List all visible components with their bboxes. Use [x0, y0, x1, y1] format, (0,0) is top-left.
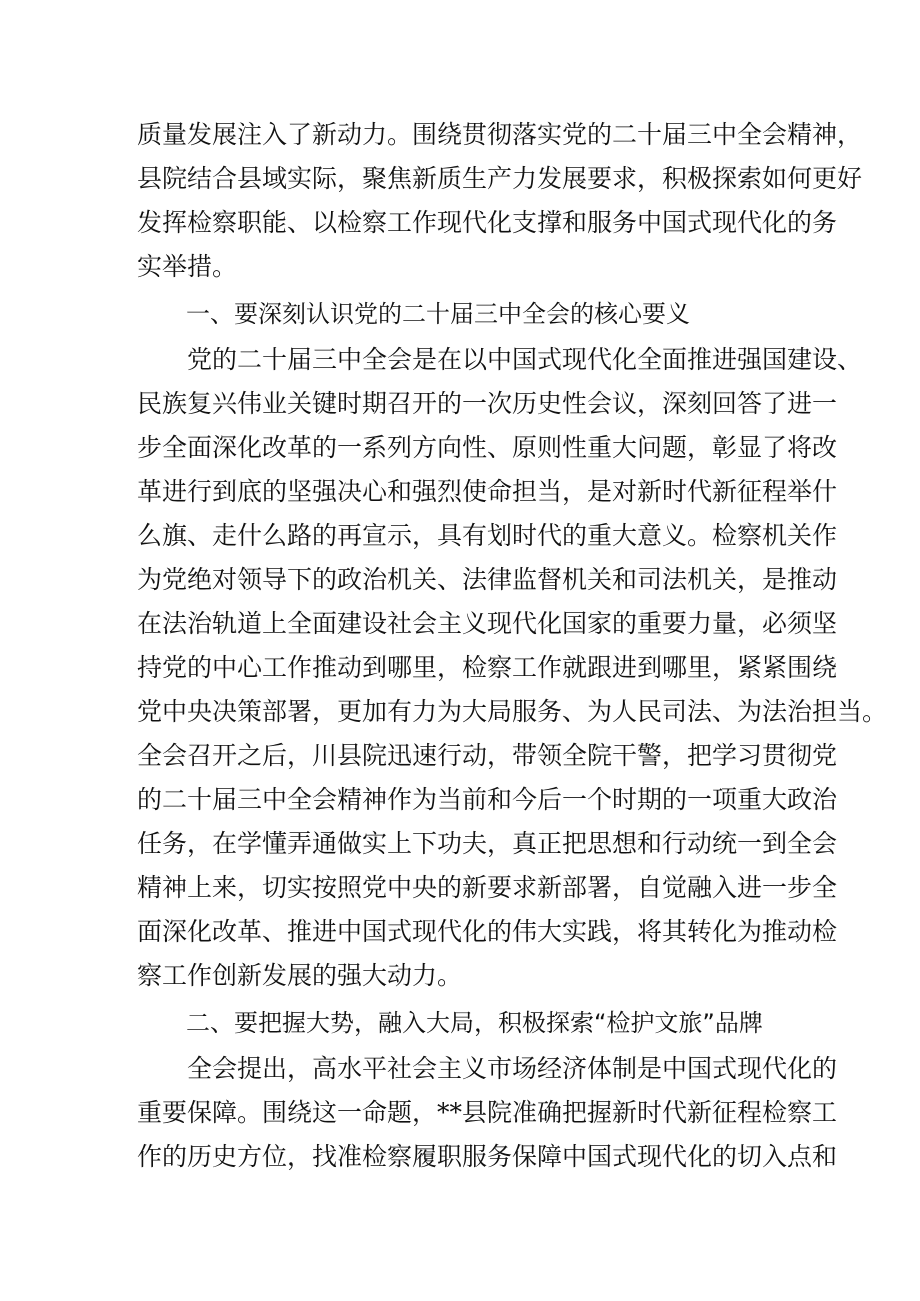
- paragraph-line: 党的二十届三中全会是在以中国式现代化全面推进强国建设、: [187, 345, 863, 374]
- paragraph-line: 质量发展注入了新动力。围绕贯彻落实党的二十届三中全会精神，: [137, 120, 863, 149]
- paragraph-line: 持党的中心工作推动到哪里，检察工作就跟进到哪里，紧紧围绕: [137, 653, 838, 682]
- paragraph-line: 发挥检察职能、以检察工作现代化支撑和服务中国式现代化的务: [137, 208, 838, 237]
- paragraph-line: 面深化改革、推进中国式现代化的伟大实践，将其转化为推动检: [137, 917, 838, 946]
- paragraph-line: 党中央决策部署，更加有力为大局服务、为人民司法、为法治担当。: [137, 697, 888, 726]
- paragraph-line: 在法治轨道上全面建设社会主义现代化国家的重要力量，必须坚: [137, 609, 838, 638]
- paragraph-line: 精神上来，切实按照党中央的新要求新部署，自觉融入进一步全: [137, 873, 838, 902]
- paragraph-line: 么旗、走什么路的再宣示，具有划时代的重大意义。检察机关作: [137, 521, 838, 550]
- paragraph-line: 任务，在学懂弄通做实上下功夫，真正把思想和行动统一到全会: [137, 829, 838, 858]
- paragraph-line: 全会提出，高水平社会主义市场经济体制是中国式现代化的: [187, 1054, 838, 1083]
- paragraph-line: 全会召开之后，川县院迅速行动，带领全院干警，把学习贯彻党: [137, 741, 838, 770]
- paragraph-line: 步全面深化改革的一系列方向性、原则性重大问题，彰显了将改: [137, 433, 838, 462]
- section-heading-2: 二、要把握大势，融入大局，积极探索“检护文旅”品牌: [186, 1009, 763, 1037]
- paragraph-line: 为党绝对领导下的政治机关、法律监督机关和司法机关，是推动: [137, 565, 838, 594]
- paragraph-line: 民族复兴伟业关键时期召开的一次历史性会议，深刻回答了进一: [137, 389, 838, 418]
- paragraph-line: 的二十届三中全会精神作为当前和今后一个时期的一项重大政治: [137, 785, 838, 814]
- paragraph-line: 作的历史方位，找准检察履职服务保障中国式现代化的切入点和: [137, 1142, 838, 1171]
- paragraph-line: 革进行到底的坚强决心和强烈使命担当，是对新时代新征程举什: [137, 477, 838, 506]
- paragraph-line: 察工作创新发展的强大动力。: [137, 961, 463, 990]
- paragraph-line: 县院结合县域实际，聚焦新质生产力发展要求，积极探索如何更好: [137, 164, 863, 193]
- paragraph-line: 重要保障。围绕这一命题，**县院准确把握新时代新征程检察工: [137, 1098, 838, 1127]
- paragraph-line: 实举措。: [137, 252, 238, 281]
- section-heading-1: 一、要深刻认识党的二十届三中全会的核心要义: [186, 300, 690, 328]
